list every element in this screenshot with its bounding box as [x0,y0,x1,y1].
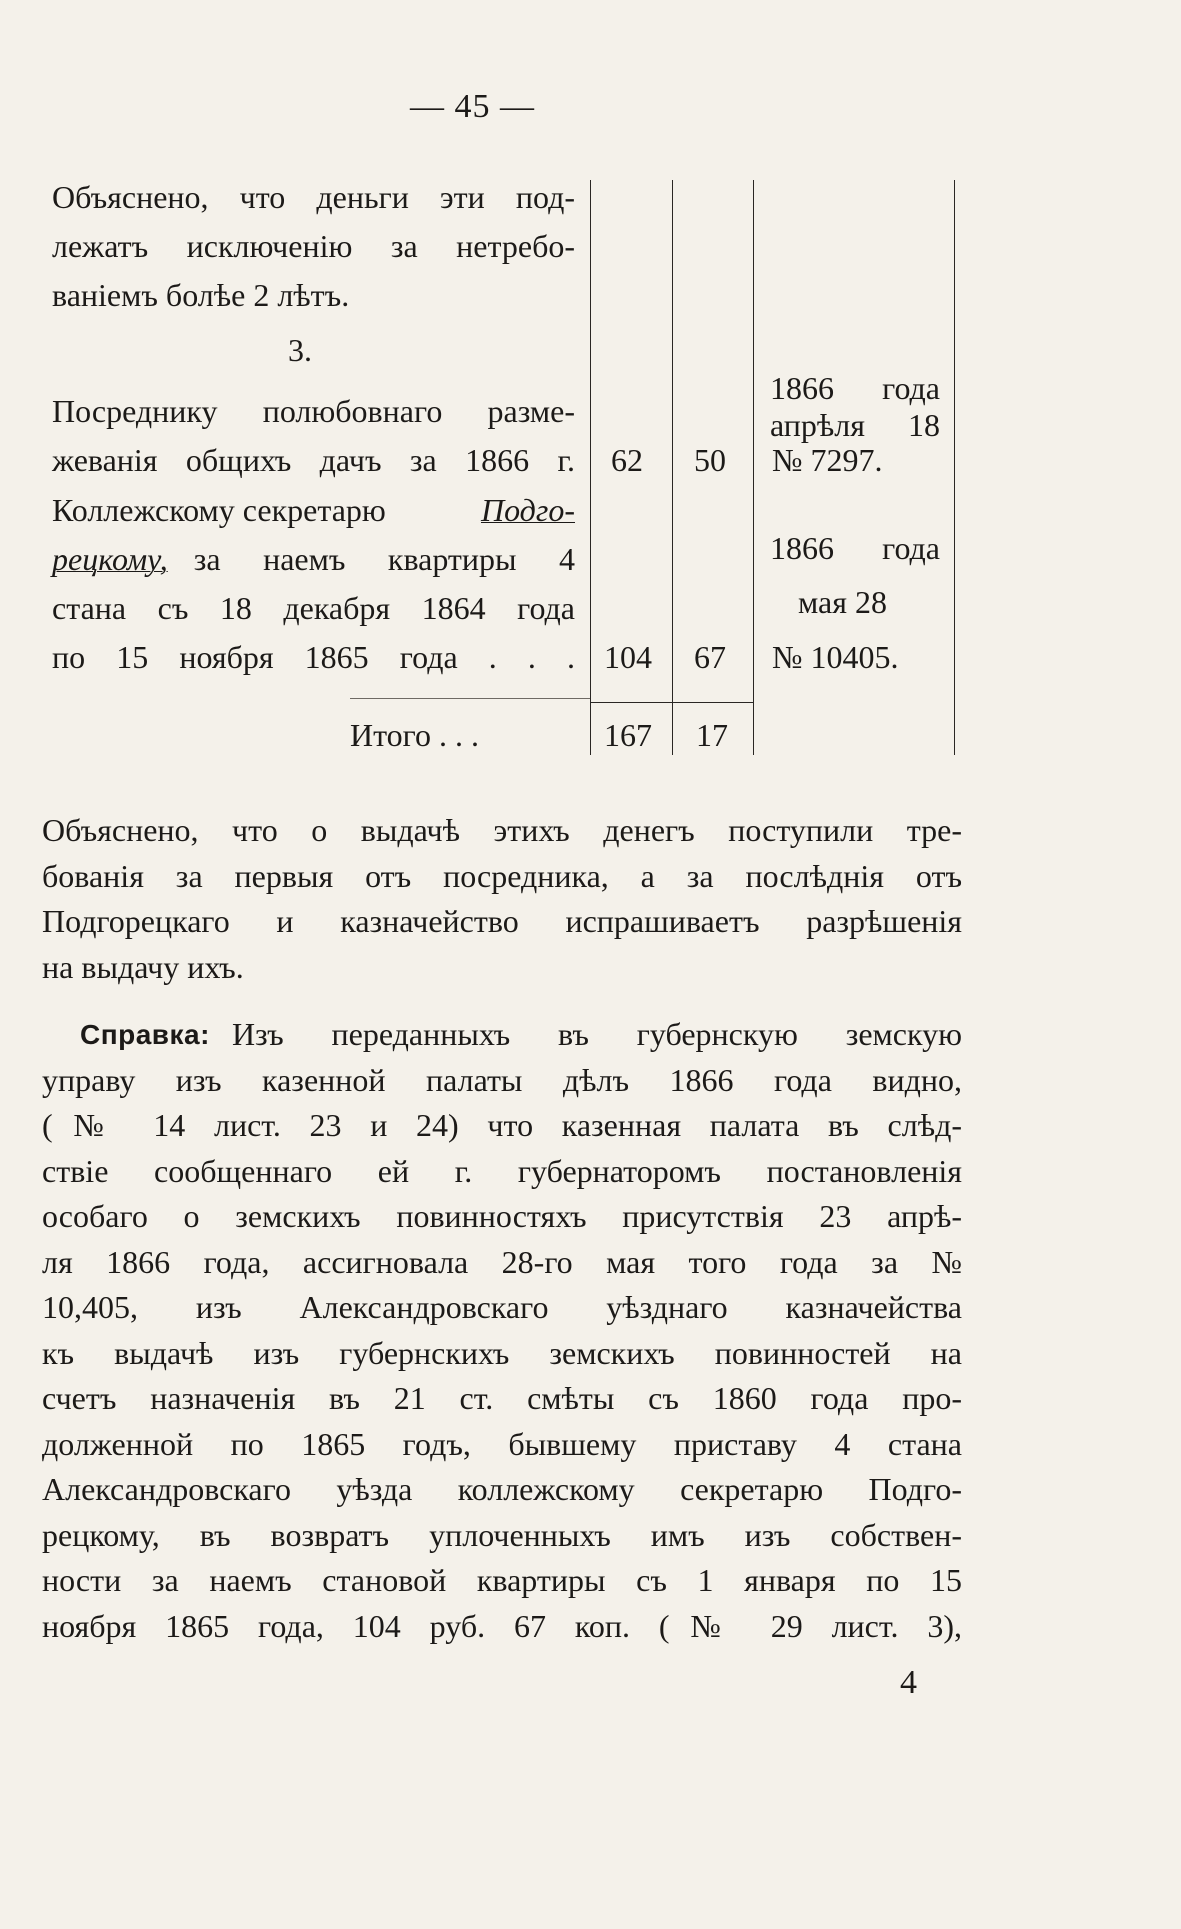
entry3-line: по 15 ноября 1865 года . . . [52,639,575,675]
text-line: на выдачу ихъ. [42,948,244,985]
entry3-text: за наемъ квартиры 4 [193,541,575,577]
text-line: особаго о земскихъ повинностяхъ присутствія 23 апрѣ- [42,1198,962,1234]
entry2-line: жеванія общихъ дачъ за 1866 г. [52,442,575,478]
text-line: управу изъ казенной палаты дѣлъ 1866 года видно, [42,1061,962,1098]
entry1-line: лежатъ исключенію за нетребо- [52,228,575,264]
column-divider [590,180,591,755]
entry3-text: Коллежскому секретарю [52,492,386,528]
entry3-ref: мая 28 [798,584,887,620]
text-line: бованія за первыя отъ посредника, а за послѣднія отъ [42,857,962,894]
total-label: Итого . . . [350,717,479,753]
text-line: Подгорецкаго и казначейство испрашиваетъ разрѣшенія [42,903,962,939]
text-line: счетъ назначенія въ 21 ст. смѣты съ 1860 года про- [42,1380,962,1416]
text-line: ствіе сообщеннаго ей г. губернаторомъ постановленія [42,1152,962,1189]
entry2-rubles: 62 [611,442,643,478]
text-line: Александровскаго уѣзда коллежскому секретарю Подго- [42,1471,962,1507]
entry2-ref: 1866 года [770,370,940,406]
text-line: къ выдачѣ изъ губернскихъ земскихъ повинностей на [42,1334,962,1371]
entry3-italic-name: Подго- [480,492,575,528]
signature-mark: 4 [900,1664,917,1701]
text-line: рецкому, въ возвратъ уплоченныхъ имъ изъ собствен- [42,1516,962,1553]
entry3-ref: 1866 года [770,530,940,566]
reference-label: Справка: [80,1019,210,1050]
text-line: ля 1866 года, ассигновала 28-го мая того года за № [42,1243,962,1280]
page-number: — 45 — [410,88,535,125]
entry1-line: ваніемъ болѣе 2 лѣтъ. [52,277,350,313]
reference-paragraph [42,1012,962,1649]
text-line: ности за наемъ становой квартиры съ 1 января по 15 [42,1562,962,1598]
entry3-line [52,490,575,530]
total-rubles: 167 [604,717,652,753]
text-line: долженной по 1865 годъ, бывшему приставу 4 стана [42,1425,962,1462]
total-rule-left [350,698,590,699]
total-kopecks: 17 [696,717,728,753]
entry3-italic-name: рецкому, [52,541,168,577]
entry3-line [52,539,575,579]
entry2-line: Посреднику полюбовнаго разме- [52,393,575,429]
entry2-ref: № 7297. [772,442,883,478]
entry3-rubles: 104 [604,639,652,675]
section-number: 3. [288,332,312,368]
text-line-rest: Изъ переданныхъ въ губернскую земскую [231,1016,962,1052]
explanation-paragraph [42,808,962,990]
text-line: ноября 1865 года, 104 руб. 67 коп. (№ 29 лист. 3), [42,1607,962,1644]
column-divider [753,180,754,755]
entry2-ref: апрѣля 18 [770,407,940,443]
column-divider [672,180,673,755]
entry3-kopecks: 67 [694,639,726,675]
column-divider [954,180,955,755]
entry3-line: стана съ 18 декабря 1864 года [52,590,575,626]
text-line: Объяснено, что о выдачѣ этихъ денегъ поступили тре- [42,812,962,848]
text-line [42,1012,962,1058]
entry1-line: Объяснено, что деньги эти под- [52,179,575,215]
entry2-kopecks: 50 [694,442,726,478]
total-rule [590,702,753,703]
entry3-ref: № 10405. [772,639,899,675]
accounts-table [0,0,1181,780]
text-line: (№ 14 лист. 23 и 24) что казенная палата въ слѣд- [42,1107,962,1143]
text-line: 10,405, изъ Александровскаго уѣзднаго казначейства [42,1289,962,1325]
